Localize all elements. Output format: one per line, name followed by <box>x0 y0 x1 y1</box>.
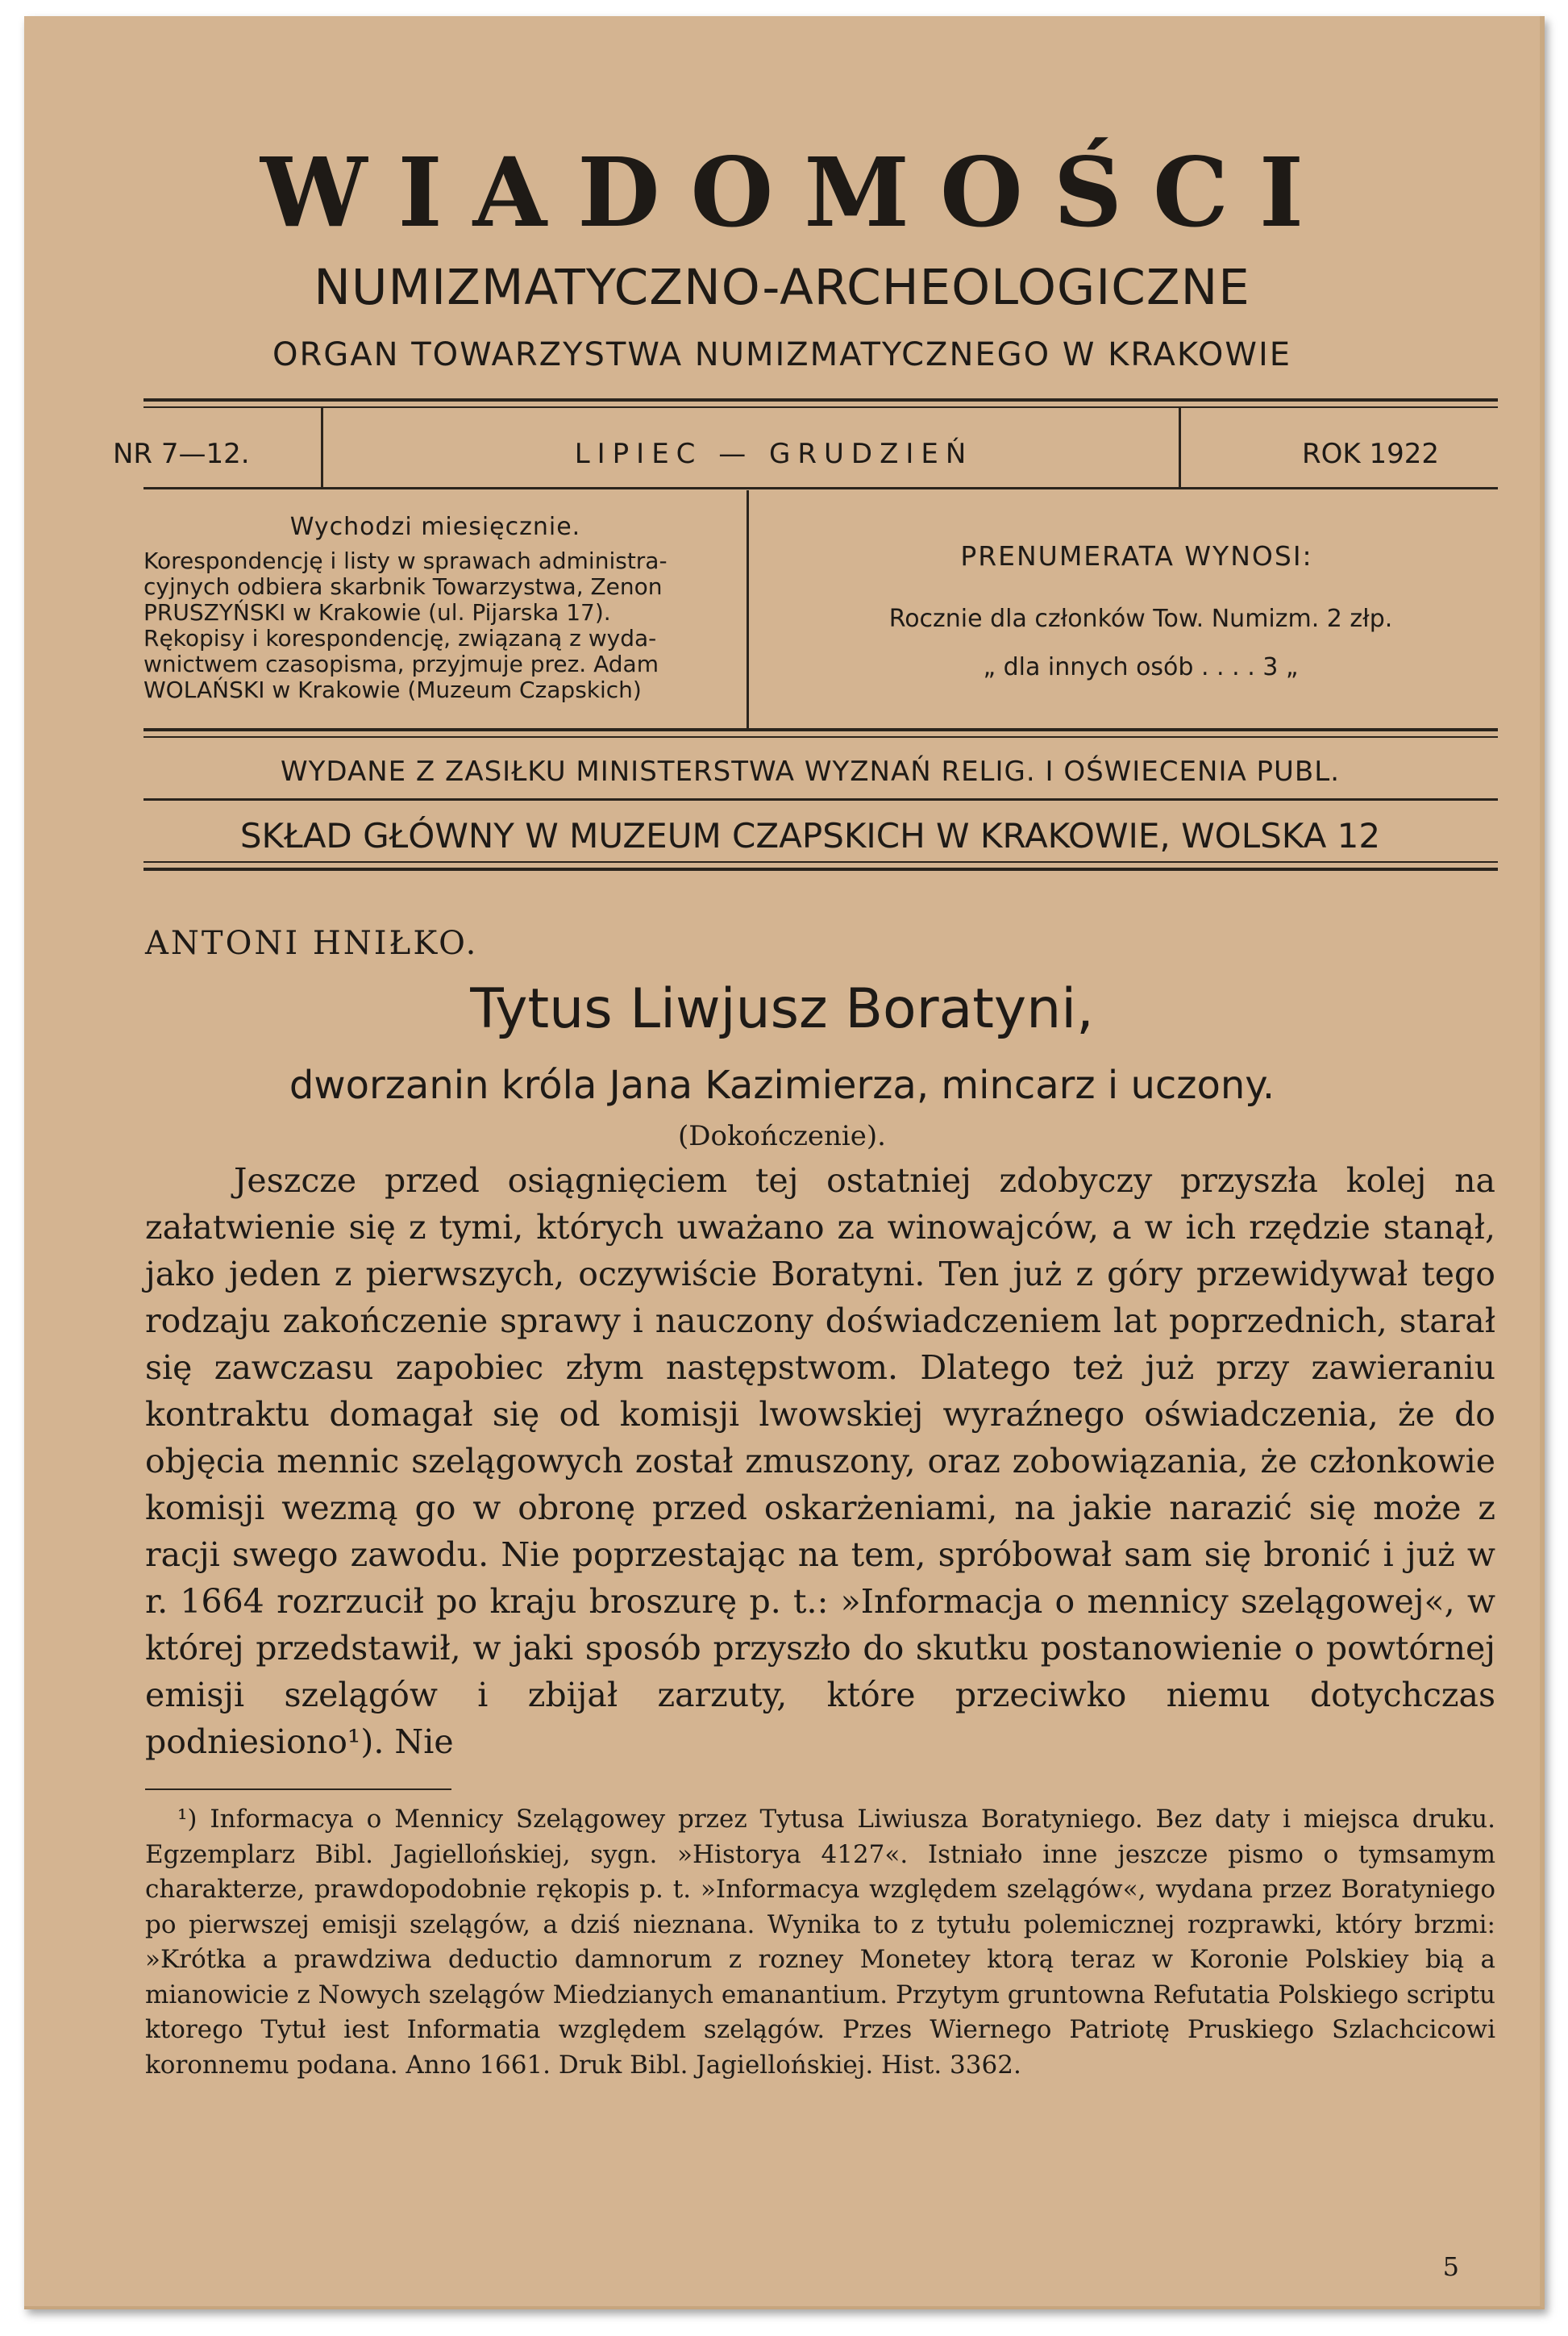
publisher-bottom-rule-thin <box>143 861 1498 863</box>
body-paragraph: Jeszcze przed osiągnięciem tej ostatniej zdobyczy przyszła kolej na załatwienie się z tymi, których uważano za winowajców, a w ich rzędzie stanął, jako jeden z pierwszych, oczywiście Boratyni. Ten już z góry przewidywał tego rodzaju zakończenie sprawy i nauczony doświadczeniem lat poprzednich, starał się zawczasu zapobiec złym następstwom. Dlatego też już przy zawieraniu kontraktu domagał się od komisji lwowskiej wyraźnego oświadczenia, że do objęcia mennic szelągowych został zmuszony, oraz zobowiązania, że członkowie komisji wezmą go w obronę przed oskarżeniami, na jakie narazić się może z racji swego zawodu. Nie poprzestając na tem, spróbował sam się bronić i już w r. 1664 rozrzucił po kraju broszurę p. t.: »Informacja o mennicy szelągowej«, w której przedstawił, w jaki sposób przyszło do skutku postanowienie o powtórnej emisji szelągów i zbijał zarzuty, które przeciwko niemu dotychczas podniesiono¹). Nie <box>145 1161 1495 1761</box>
notice-line: wnictwem czasopisma, przyjmuje prez. Adam <box>143 651 659 677</box>
subscription-members-price: Rocznie dla członków Tow. Numizm. 2 złp. <box>888 605 1393 633</box>
footnote-rule <box>145 1788 451 1790</box>
notice-line: Korespondencję i listy w sprawach administra- <box>143 548 668 574</box>
journal-title: WIADOMOŚCI <box>260 136 1335 248</box>
publication-frequency: Wychodzi miesięcznie. <box>289 513 581 541</box>
publisher-top-rule-thick <box>143 728 1498 731</box>
issue-months: LIPIEC — GRUDZIEŃ <box>574 438 974 470</box>
subscription-others-price: „ dla innych osób . . . . 3 „ <box>983 653 1299 681</box>
notice-line: Rękopisy i korespondencję, związaną z wyda- <box>143 625 657 652</box>
band-bottom-rule <box>143 487 1498 489</box>
article-continuation-note: (Dokończenie). <box>677 1120 886 1152</box>
journal-organ-line: ORGAN TOWARZYSTWA NUMIZMATYCZNEGO W KRAKOWIE <box>272 336 1292 373</box>
footnote <box>145 1802 1495 2083</box>
article-subtitle: dworzanin króla Jana Kazimierza, mincarz i uczony. <box>289 1063 1275 1108</box>
article-author: ANTONI HNIŁKO. <box>145 925 479 962</box>
correspondence-notice <box>143 548 736 703</box>
main-depot-line: SKŁAD GŁÓWNY W MUZEUM CZAPSKICH W KRAKOWIE, WOLSKA 12 <box>239 816 1381 856</box>
notice-line: WOLAŃSKI w Krakowie (Muzeum Czapskich) <box>143 677 642 703</box>
publisher-mid-rule <box>143 798 1498 801</box>
subscription-heading: PRENUMERATA WYNOSI: <box>960 540 1313 572</box>
info-column-divider <box>747 490 749 728</box>
page-number: 5 <box>1442 2251 1459 2282</box>
band-top-rule-thick <box>143 398 1498 402</box>
publisher-bottom-rule-thick <box>143 868 1498 871</box>
footnote-text: ¹) Informacya o Mennicy Szelągowey przez Tytusa Liwiusza Boratyniego. Bez daty i miejsca druku. Egzemplarz Bibl. Jagiellońskiej, sygn. »Historya 4127«. Istniało inne jeszcze pismo o tymsamym charakterze, prawdopodobnie rękopis p. t. »Informacya względem szelągów«, wydana przez Boratyniego po pierwszej emisji szelągów, a dziś nieznana. Wynika to z tytułu polemicznej rozprawki, który brzmi: »Krótka a prawdziwa deductio damnorum z rozney Monetey ktorą teraz w Koronie Polskiey bią a mianowicie z Nowych szelągów Miedzianych emanantium. Przytym gruntowna Refutatia Polskiego scriptu ktorego Tytuł iest Informatia względem szelągów. Przes Wiernego Patriotę Pruskiego Szlachcicowi koronnemu podana. Anno 1661. Druk Bibl. Jagiellońskiej. Hist. 3362. <box>145 1805 1495 2080</box>
issue-year: ROK 1922 <box>1301 438 1440 470</box>
publisher-subsidy-line: WYDANE Z ZASIŁKU MINISTERSTWA WYZNAŃ RELIG. I OŚWIECENIA PUBL. <box>280 756 1341 788</box>
journal-page <box>24 16 1545 2309</box>
publisher-top-rule-thin <box>143 736 1498 738</box>
journal-subtitle: NUMIZMATYCZNO-ARCHEOLOGICZNE <box>314 259 1250 316</box>
issue-number: NR 7—12. <box>113 438 250 470</box>
article-body <box>145 1157 1495 1765</box>
notice-line: cyjnych odbiera skarbnik Towarzystwa, Zenon <box>143 573 663 600</box>
article-title: Tytus Liwjusz Boratyni, <box>470 977 1094 1041</box>
band-divider-left <box>321 408 323 487</box>
notice-line: PRUSZYŃSKI w Krakowie (ul. Pijarska 17). <box>143 599 611 626</box>
band-top-rule-thin <box>143 406 1498 408</box>
